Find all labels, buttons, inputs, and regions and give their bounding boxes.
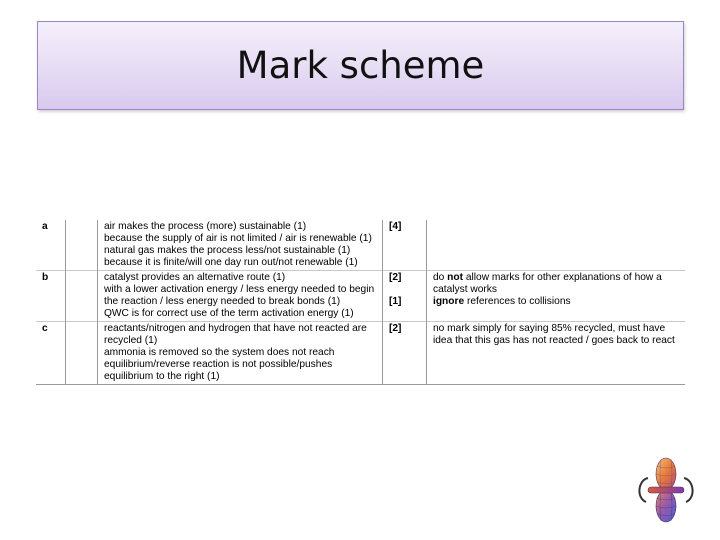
guidance-cell <box>427 220 686 271</box>
guidance-line: catalyst works <box>433 284 497 295</box>
orbital-logo-icon <box>634 456 698 524</box>
guidance-line: idea that this gas has not reacted / goes back to react <box>433 335 675 346</box>
answer-line: reactants/nitrogen and hydrogen that have not reacted are <box>104 323 367 334</box>
part-label: c <box>36 322 66 385</box>
answer-line: air makes the process (more) sustainable (1) <box>104 221 307 232</box>
subpart-cell <box>66 220 98 271</box>
answer-line: the reaction / less energy needed to break bonds (1) <box>104 296 341 307</box>
part-label: a <box>42 221 48 232</box>
table-row <box>36 322 685 385</box>
marks-cell <box>383 220 427 271</box>
answer-line: because the supply of air is not limited / air is renewable (1) <box>104 233 372 244</box>
table-row <box>36 220 685 271</box>
table-row <box>36 271 685 322</box>
guidance-cell <box>427 271 686 322</box>
marks-cell <box>383 322 427 385</box>
answer-line: natural gas makes the process less/not sustainable (1) <box>104 245 351 256</box>
answer-cell <box>98 271 383 322</box>
marks-value: [2] <box>389 323 402 334</box>
marks-value: [2] <box>389 272 402 283</box>
guidance-line: ignore references to collisions <box>433 296 571 307</box>
answer-line: equilibrium to the right (1) <box>104 371 220 382</box>
mark-scheme-table <box>36 220 685 385</box>
answer-line: equilibrium/reverse reaction is not possible/pushes <box>104 359 333 370</box>
guidance-line: no mark simply for saying 85% recycled, must have <box>433 323 666 334</box>
subpart-cell <box>66 271 98 322</box>
answer-line: because it is finite/will one day run out/not renewable (1) <box>104 257 358 268</box>
guidance-cell <box>427 322 686 385</box>
answer-line: catalyst provides an alternative route (1) <box>104 272 286 283</box>
subpart-cell <box>66 322 98 385</box>
answer-line: with a lower activation energy / less energy needed to begin <box>104 284 375 295</box>
title-banner <box>37 21 684 110</box>
answer-cell <box>98 322 383 385</box>
guidance-line: do not allow marks for other explanations of how a <box>433 272 662 283</box>
answer-cell <box>98 220 383 271</box>
page-title: Mark scheme <box>236 44 485 87</box>
part-label: b <box>36 271 66 322</box>
answer-line: QWC is for correct use of the term activation energy (1) <box>104 308 354 319</box>
marks-value: [4] <box>389 221 402 232</box>
answer-line: ammonia is removed so the system does not reach <box>104 347 335 358</box>
marks-value: [1] <box>389 296 402 307</box>
answer-line: recycled (1) <box>104 335 158 346</box>
marks-cell <box>383 271 427 322</box>
